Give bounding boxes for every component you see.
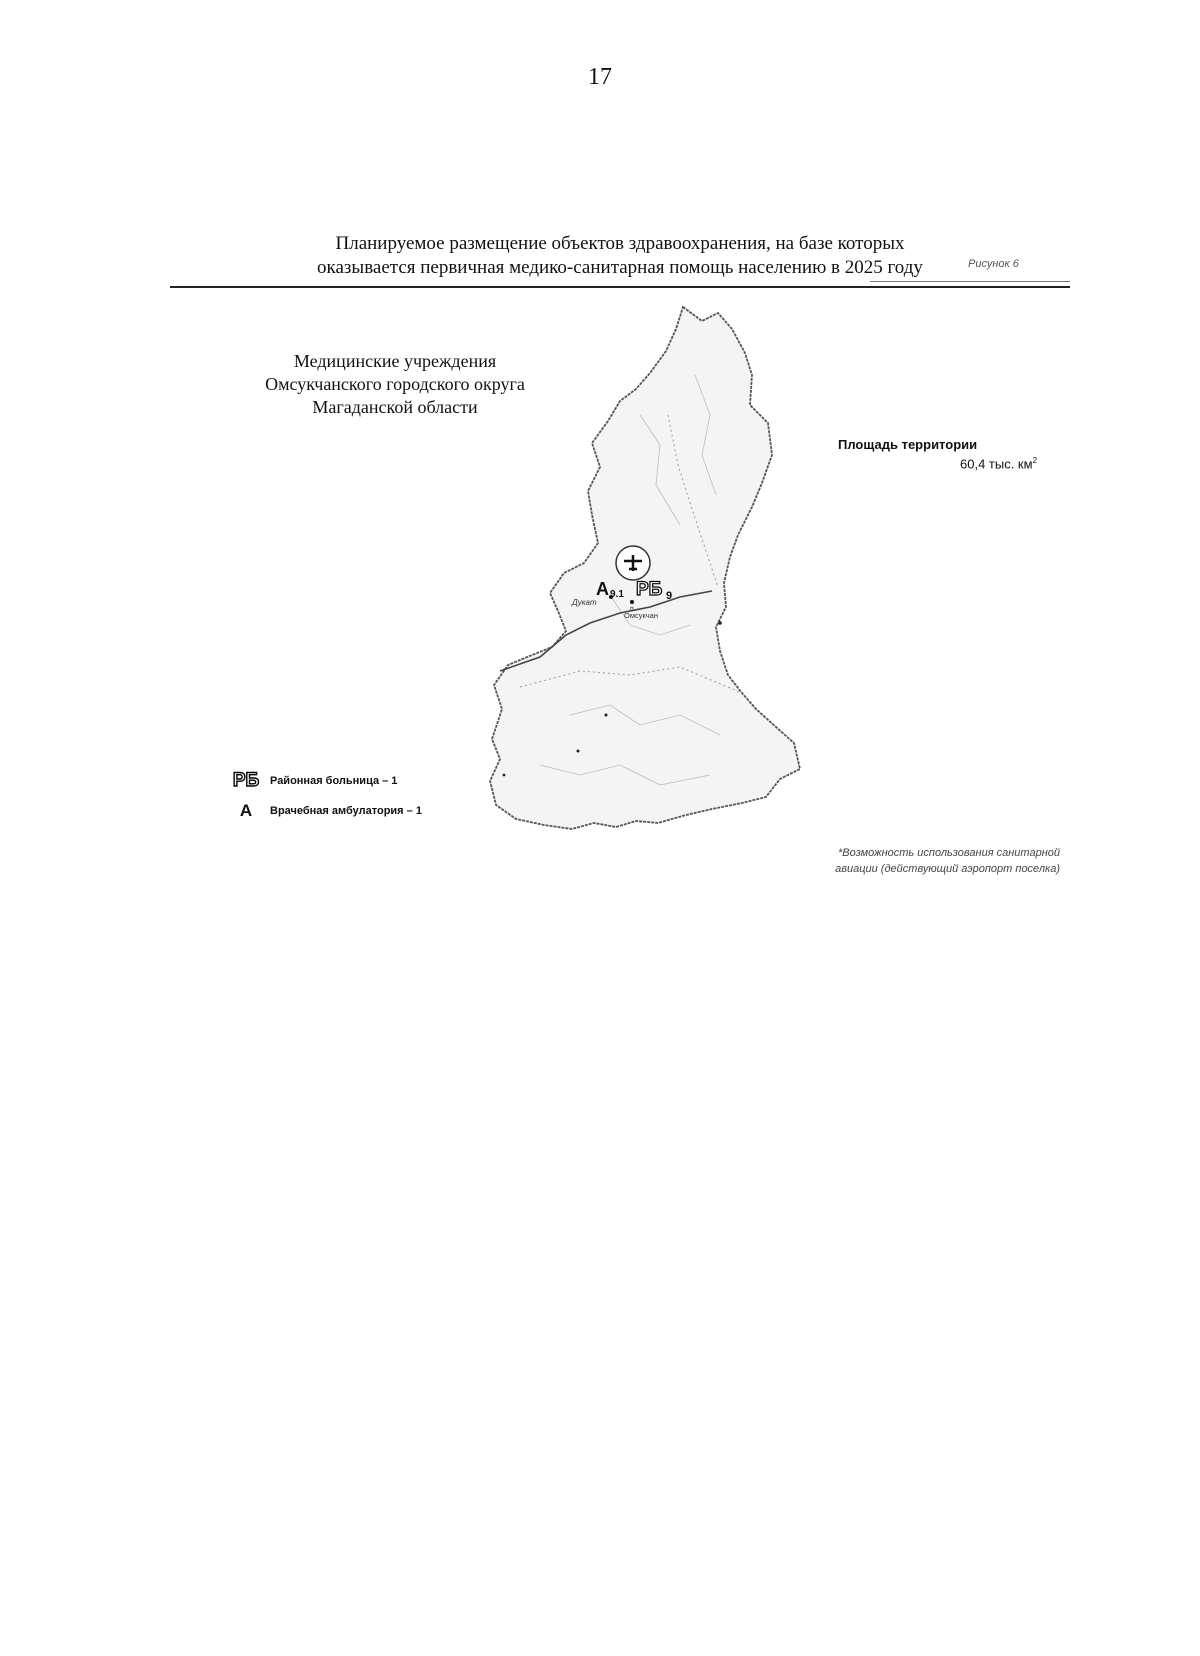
hospital-marker-index: 9 xyxy=(666,590,673,602)
place-label-small: п. xyxy=(630,606,636,613)
legend-hospital-symbol: РБ xyxy=(232,770,260,791)
legend-hospital-label: Районная больница – 1 xyxy=(270,775,398,787)
place-label-omsukchan: Омсукчан xyxy=(624,611,658,620)
page-number: 17 xyxy=(588,64,612,90)
figure-title xyxy=(300,232,940,280)
map-heading-line1: Медицинские учреждения xyxy=(293,351,497,371)
ambulatory-marker-index: 9.1 xyxy=(610,589,624,600)
footnote-line1: *Возможность использования санитарной xyxy=(838,847,1060,859)
title-rule-thin xyxy=(870,281,1070,282)
footnote-line2: авиации (действующий аэропорт поселка) xyxy=(835,863,1060,875)
map-heading-line3: Магаданской области xyxy=(312,397,478,417)
place-label-dukat: Дукат xyxy=(572,598,597,607)
legend-item-hospital xyxy=(232,770,397,792)
legend-ambulatory-symbol: А xyxy=(239,801,253,820)
figure-title-line1: Планируемое размещение объектов здравоохранения, на базе которых xyxy=(335,233,905,254)
figure-caption: Рисунок 6 xyxy=(968,258,1019,270)
area-unit-exponent: 2 xyxy=(1032,456,1038,465)
settlement-omsukchan-dot xyxy=(630,600,634,604)
area-label: Площадь территории xyxy=(838,437,978,452)
legend-item-ambulatory xyxy=(232,801,422,821)
area-value xyxy=(960,456,1037,471)
area-value-text: 60,4 тыс. км xyxy=(960,456,1033,472)
figure-title-line2: оказывается первичная медико-санитарная помощь населению в 2025 году xyxy=(317,257,923,278)
district-map xyxy=(480,295,810,835)
ambulatory-marker: А xyxy=(596,579,609,599)
title-rule xyxy=(170,286,1070,288)
footnote xyxy=(790,845,1060,877)
hospital-marker: РБ xyxy=(636,579,663,600)
map-heading-line2: Омсукчанского городского округа xyxy=(265,374,525,394)
legend-ambulatory-label: Врачебная амбулатория – 1 xyxy=(270,805,422,817)
